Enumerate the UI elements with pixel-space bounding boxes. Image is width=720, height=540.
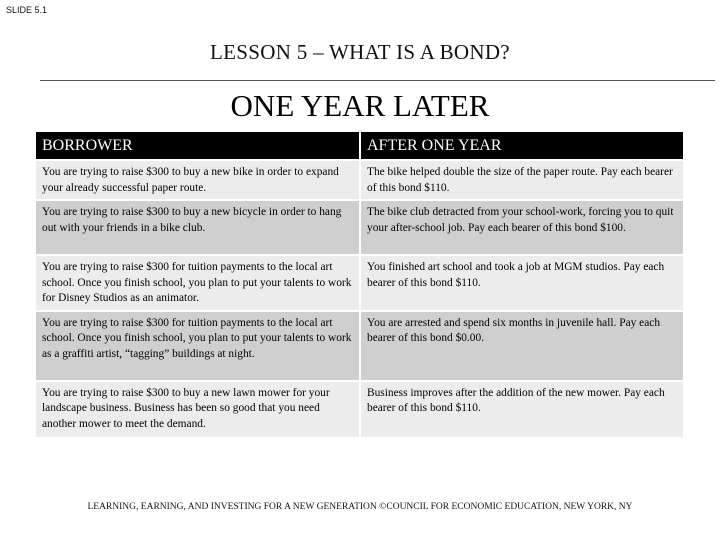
outcome-cell: The bike helped double the size of the paper route. Pay each bearer of this bond $110. — [360, 160, 683, 200]
page-title: ONE YEAR LATER — [230, 88, 490, 123]
table-row — [36, 200, 683, 255]
borrower-cell: You are trying to raise $300 to buy a new lawn mower for your landscape business. Business has been so good that you need another mower to meet the demand. — [36, 381, 360, 437]
table-row — [36, 255, 683, 311]
borrower-cell: You are trying to raise $300 to buy a new bike in order to expand your already successful paper route. — [36, 160, 360, 200]
table-row — [36, 160, 683, 200]
table-header-row — [36, 132, 683, 160]
lesson-title: LESSON 5 – WHAT IS A BOND? — [210, 40, 510, 64]
outcome-cell: Business improves after the addition of the new mower. Pay each bearer of this bond $110. — [360, 381, 683, 437]
footer-credit: LEARNING, EARNING, AND INVESTING FOR A NEW GENERATION ©COUNCIL FOR ECONOMIC EDUCATION, NEW YORK, NY — [87, 502, 633, 512]
slide-number: SLIDE 5.1 — [6, 5, 48, 15]
table-row — [36, 311, 683, 381]
column-header-borrower: BORROWER — [36, 132, 360, 160]
outcome-cell: You finished art school and took a job at MGM studios. Pay each bearer of this bond $110. — [360, 255, 683, 311]
table-row — [36, 381, 683, 437]
title-divider — [40, 80, 715, 81]
outcome-cell: The bike club detracted from your school-work, forcing you to quit your after-school job. Pay each bearer of this bond $100. — [360, 200, 683, 255]
borrower-cell: You are trying to raise $300 for tuition payments to the local art school. Once you finish school, you plan to put your talents to work for Disney Studios as an animator. — [36, 255, 360, 311]
outcome-cell: You are arrested and spend six months in juvenile hall. Pay each bearer of this bond $0.00. — [360, 311, 683, 381]
bond-scenarios-table — [36, 132, 683, 437]
column-header-after-one-year: AFTER ONE YEAR — [360, 132, 683, 160]
borrower-cell: You are trying to raise $300 to buy a new bicycle in order to hang out with your friends in a bike club. — [36, 200, 360, 255]
borrower-cell: You are trying to raise $300 for tuition payments to the local art school. Once you finish school, you plan to put your talents to work as a graffiti artist, “tagging” buildings at night. — [36, 311, 360, 381]
